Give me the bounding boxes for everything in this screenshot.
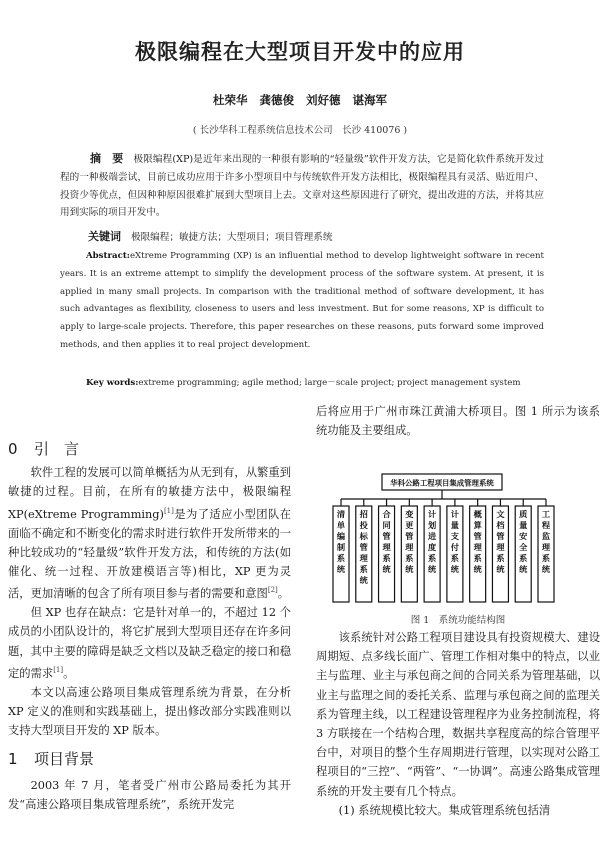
system-structure-diagram (330, 470, 560, 606)
diagram-module-label: 工程监理系统 (541, 509, 551, 574)
keywords-en-text: extreme programming; agile method; large－scale project; project management system (138, 378, 521, 388)
paragraph-text: 是为了适应小型团队在面临不确定和不断变化的需求时进行软件开发所带来的一种比较成功的“轻量级”软件开发方法，和传统的方法(如催化、统一过程、开放建模语言等)相比，XP 更为灵活，更加清晰的包含了所有项目参与者的需要和意图 (8, 507, 291, 600)
author: 谌海军 (352, 93, 388, 107)
citation: [1] (163, 506, 174, 515)
paragraph-text: 。 (277, 586, 290, 600)
abstract-en (60, 248, 544, 355)
author: 龚德俊 (259, 93, 294, 107)
right-column-body (316, 628, 600, 820)
paragraph-text: 但 XP 也存在缺点：它是针对单一的，不超过 12 个成员的小团队设计的，将它扩展到大型项目还存在许多问题，其中主要的障碍是缺乏文档以及缺乏稳定的接口和稳定的需求 (8, 606, 291, 680)
keywords-cn-label: 关键词 (88, 230, 121, 243)
abstract-en-text: eXtreme Programming (XP) is an influential method to develop lightweight software in recent years. It is an extreme attempt to simplify the development process of the software system. At present, it is applied in many small projects. In comparison with the traditional method of software development, it has such advantages as flexibility, closeness to users and less investment. But for some reasons, XP is difficult to apply to large-scale projects. Therefore, this paper researches on these reasons, puts forward some improved methods, and then applies it to real project development. (60, 251, 544, 350)
author-list (0, 92, 600, 108)
affiliation: ( 长沙华科工程系统信息技术公司 长沙 410076 ) (192, 125, 408, 136)
paragraph-text: 软件工程的发展可以简单概括为从无到有，从繁重到敏捷的过程。目前，在所有的敏捷方法中，极限编程 XP(eXtreme Programming) (8, 466, 291, 521)
author: 刘好德 (306, 93, 341, 107)
section-number: 0 (8, 440, 18, 458)
section-number: 1 (8, 750, 18, 769)
diagram-module-label: 清单编制系统 (336, 509, 346, 574)
paragraph: 后将应用于广州市珠江黄浦大桥项目。图 1 所示为该系统功能及主要组成。 (316, 405, 600, 438)
keywords-cn (88, 228, 548, 244)
keywords-en (60, 375, 544, 393)
keywords-cn-text: 极限编程；敏捷方法；大型项目；项目管理系统 (131, 232, 333, 243)
diagram-module-label: 变更管理系统 (405, 509, 414, 574)
paragraph (8, 463, 291, 603)
diagram-module-label: 计量支付系统 (450, 509, 459, 574)
author: 杜荣华 (212, 93, 248, 107)
diagram-module-label: 文档管理系统 (496, 509, 505, 574)
diagram-module-label: 质量安全系统 (519, 509, 528, 574)
right-column-top (316, 402, 600, 440)
section-title: 项目背景 (34, 750, 95, 769)
diagram-modules (333, 499, 554, 602)
keywords-en-label: Key words: (86, 378, 139, 388)
paragraph: 本文以高速公路项目集成管理系统为背景，在分析 XP 定义的准则和实践基础上，提出修改部分实践准则以支持大型项目开发的 XP 版本。 (8, 685, 291, 738)
abstract-en-label: Abstract: (86, 251, 130, 261)
abstract-cn-label: 摘 要 (90, 152, 124, 165)
diagram-root-label: 华科公路工程项目集成管理系统 (390, 478, 494, 488)
diagram-module-label: 招投标管理系统 (359, 509, 368, 585)
paragraph: 2003 年 7 月，笔者受广州市公路局委托为其开发“高速公路项目集成管理系统”，系统开发完 (8, 778, 291, 811)
left-column (8, 440, 291, 814)
paragraph: (1) 系统规模比较大。集成管理系统包括清 (338, 803, 551, 817)
abstract-cn-text: 极限编程(XP)是近年来出现的一种很有影响的“轻量级”软件开发方法，它是简化软件系统开发过程的一种极端尝试，目前已成功应用于许多小型项目中与传统软件开发方法相比，极限编程具有灵活、贴近用户、投资少等优点，但因种种原因很难扩展到大型项目上去。文章对这些原因进行了研究，提出改进的方法，并将其应用到实际的项目开发中。 (60, 154, 544, 219)
figure-caption: 图 1 系统功能结构图 (410, 615, 506, 626)
diagram-module-label: 合同管理系统 (382, 509, 391, 574)
paragraph: 该系统针对公路工程项目建设具有投资规模大、建设周期短、点多线长面广、管理工作相对集中的特点，以业主与监理、业主与承包商之间的合同关系为管理基础，以业主与监理之间的委托关系、监理与承包商之间的监理关系为管理主线，以工程建设管理程序为业务控制流程，将 3 方联接在一个结构合理，数据共享程度高的综合管理平台中，对项目的整个生存周期进行管理，以实现对公路工程项目的“三控”、“两管”、“一协调”。高速公路集成管理系统的开发主要有几个特点。 (316, 631, 600, 798)
citation: [2] (267, 586, 278, 595)
section-heading (8, 440, 291, 459)
diagram-module-label: 计划进度系统 (428, 509, 437, 574)
paragraph-text: 。 (63, 666, 75, 680)
paragraph (8, 603, 291, 683)
diagram-module-label: 概算管理系统 (473, 509, 482, 574)
abstract-cn (60, 150, 544, 222)
section-title: 引 言 (34, 440, 80, 458)
paper-title: 极限编程在大型项目开发中的应用 (135, 40, 465, 64)
section-heading (8, 750, 291, 769)
citation: [1] (53, 665, 64, 674)
